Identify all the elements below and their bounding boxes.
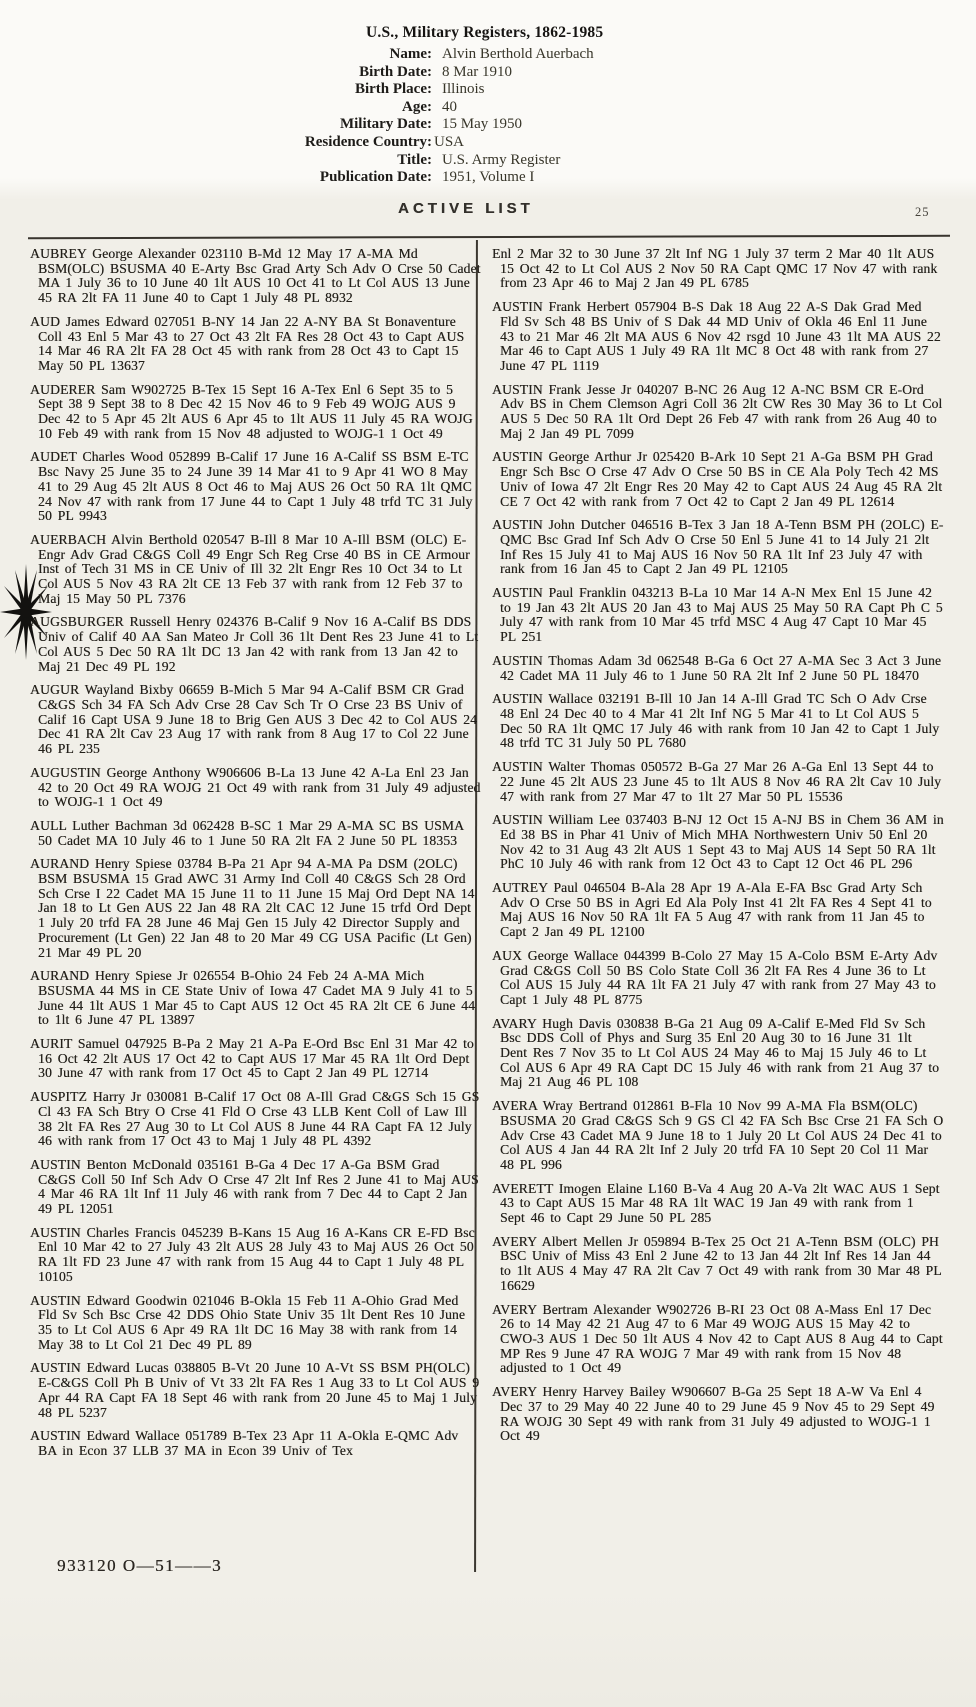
meta-row-age bbox=[0, 99, 976, 117]
register-entry: Enl 2 Mar 32 to 30 June 37 2lt Inf NG 1 July 37 term 2 Mar 40 1lt AUS 15 Oct 42 to Lt Col AUS 2 Nov 50 RA Capt QMC 17 Nov 47 with rank from 23 Apr 46 to Maj 2 Jan 49 PL 6785 bbox=[492, 247, 938, 291]
meta-value: 1951, Volume I bbox=[442, 169, 535, 186]
register-column-right bbox=[492, 247, 944, 1567]
register-entry: AUSTIN Edward Lucas 038805 B-Vt 20 June 10 A-Vt SS BSM PH(OLC) E-C&GS Coll Ph B Univ of Vt 33 2lt FA Res 1 Aug 33 to Lt Col AUS 9 Apr 44 RA Capt FA 18 Sept 46 with rank from 20 June 45 to Maj 1 July 48 PL 5237 bbox=[30, 1360, 480, 1420]
register-entry: AUSTIN Frank Jesse Jr 040207 B-NC 26 Aug 12 A-NC BSM CR E-Ord Adv BS in Chem Clemson Agri Coll 36 2lt CW Res 30 May 36 to Lt Col AUS 5 Dec 50 RA 1lt Ord Dept 26 Feb 47 with rank from 26 Aug 40 to Maj 2 Jan 49 PL 7099 bbox=[492, 381, 943, 441]
register-entry: AUDERER Sam W902725 B-Tex 15 Sept 16 A-Tex Enl 6 Sept 35 to 5 Sept 38 9 Sept 38 to 8 Dec 42 15 Nov 46 to 9 Feb 49 WOJG AUS 9 Dec 42 to 5 Apr 45 2lt AUS 6 Apr 45 to 1lt AUS 11 July 45 RA WOJG 10 Feb 49 with rank from 15 Nov 48 adjusted to WOJG-1 1 Oct 49 bbox=[30, 381, 473, 441]
register-entry: AUSPITZ Harry Jr 030081 B-Calif 17 Oct 08 A-Ill Grad C&GS Sch 15 GS Cl 43 FA Sch Btry O Crse 41 Fld O Crse 43 LLB Kent Coll of Law Ill 38 2lt FA Res 27 Aug 30 to Lt Col AUS 8 June 44 RA Capt FA 12 July 46 with rank from 17 Oct 43 to Maj 1 July 48 PL 4392 bbox=[30, 1089, 480, 1149]
register-entry: AUSTIN John Dutcher 046516 B-Tex 3 Jan 18 A-Tenn BSM PH (2OLC) E-QMC Bsc Grad Inf Sch Adv O Crse 50 Enl 5 June 41 to 14 July 21 2lt Inf Res 15 July 41 to Maj AUS 16 Nov 50 RA 1lt Inf 23 July 47 with rank from 16 Jan 45 to Capt 2 Jan 49 PL 12105 bbox=[492, 517, 944, 577]
register-entry: AUX George Wallace 044399 B-Colo 27 May 15 A-Colo BSM E-Arty Adv Grad C&GS Coll 50 BS Colo State Coll 36 2lt FA Res 4 June 36 to Lt Col AUS 15 July 44 RA 1lt FA 21 July 47 with rank from 27 May 43 to Capt 1 July 48 PL 8775 bbox=[492, 947, 938, 1007]
top-rule-line bbox=[28, 235, 950, 239]
register-entry: AUD James Edward 027051 B-NY 14 Jan 22 A-NY BA St Bonaventure Coll 43 Enl 5 Mar 43 to 27 Oct 43 2lt FA Res 28 Oct 43 to Capt AUS 14 Mar 46 RA 2lt FA 28 Oct 45 with rank from 28 Oct 43 to Capt 15 May 50 PL 13637 bbox=[30, 313, 465, 373]
register-entry: AUBREY George Alexander 023110 B-Md 12 May 17 A-MA Md BSM(OLC) BSUSMA 40 E-Arty Bsc Grad Arty Sch Adv O Crse 50 Cadet MA 1 July 36 to 10 June 40 1lt AUS 10 Oct 41 to Lt Col AUS 13 June 45 RA 2lt FA 11 June 40 to Capt 1 July 48 PL 8932 bbox=[30, 247, 481, 306]
register-entry: AUTREY Paul 046504 B-Ala 28 Apr 19 A-Ala E-FA Bsc Grad Arty Sch Adv O Crse 50 BS in Agri Ed Ala Poly Inst 41 2lt FA Res 4 Sept 41 to Maj AUS 16 Nov 50 RA 1lt FA 5 Aug 47 with rank from 11 Jan 45 to Capt 2 Jan 49 PL 12100 bbox=[492, 880, 932, 940]
register-entry: AUSTIN Edward Wallace 051789 B-Tex 23 Apr 11 A-Okla E-QMC Adv BA in Econ 37 LLB 37 MA in Econ 39 Univ of Tex bbox=[30, 1428, 459, 1458]
register-entry: AUGSBURGER Russell Henry 024376 B-Calif 9 Nov 16 A-Calif BS DDS Univ of Calif 40 AA San Mateo Jr Coll 36 1lt Dent Res 23 June 41 to Lt Col AUS 5 Dec 50 RA 1lt DC 13 Jan 42 with rank from 13 Jan 42 to Maj 21 Dec 49 PL 192 bbox=[30, 614, 479, 674]
register-entry: AUSTIN Walter Thomas 050572 B-Ga 27 Mar 26 A-Ga Enl 13 Sept 44 to 22 June 45 2lt AUS 23 June 45 to 1lt AUS 8 Nov 46 RA 2lt Cav 10 July 47 with rank from 27 Mar 47 to 1lt 27 Mar 50 PL 15536 bbox=[492, 759, 942, 804]
register-entry: AVERY Albert Mellen Jr 059894 B-Tex 25 Oct 21 A-Tenn BSM (OLC) PH BSC Univ of Miss 43 Enl 2 June 42 to 13 Jan 44 2lt Inf Res 14 Jan 44 to 1lt AUS 4 May 47 RA 2lt Cav 7 Oct 49 with rank from 30 Mar 48 PL 16629 bbox=[492, 1233, 942, 1293]
register-entry: AURAND Henry Spiese Jr 026554 B-Ohio 24 Feb 24 A-MA Mich BSUSMA 44 MS in CE State Univ of Iowa 47 Cadet MA 9 July 41 to 5 June 44 1lt AUS 1 Mar 45 to Capt AUS 12 Oct 45 RA 2lt CE 6 June 44 to 1lt 6 June 47 PL 13897 bbox=[30, 968, 476, 1028]
register-entry: AUSTIN William Lee 037403 B-NJ 12 Oct 15 A-NJ BS in Chem 36 AM in Ed 38 BS in Phar 41 Univ of Mich MHA Northwestern Univ 50 Enl 20 Nov 42 to 31 Aug 43 2lt AUS 1 Sept 43 to Maj AUS 14 Sept 50 RA 1lt PhC 10 July 46 with rank from 12 Oct 43 to Capt 12 Oct 46 PL 296 bbox=[492, 812, 944, 872]
meta-label: Name: bbox=[389, 46, 432, 62]
meta-row-military-date bbox=[0, 116, 976, 134]
register-entry: AVERY Henry Harvey Bailey W906607 B-Ga 25 Sept 18 A-W Va Enl 4 Dec 37 to 29 May 40 22 June 40 to 29 June 45 9 Nov 45 to 29 Sept 49 RA WOJG 30 Sept 49 with rank from 31 July 49 adjusted to WOJG-1 1 Oct 49 bbox=[492, 1384, 935, 1444]
meta-label: Military Date: bbox=[339, 116, 432, 133]
active-list-heading: ACTIVE LIST bbox=[398, 200, 534, 217]
register-entry-highlighted: AUERBACH Alvin Berthold 020547 B-Ill 8 Mar 10 A-Ill BSM (OLC) E-Engr Adv Grad C&GS Coll 49 Engr Sch Reg Crse 40 BS in CE Armour Inst of Tech 31 MS in CE Univ of Ill 32 2lt Engr Res 10 Oct 34 to Lt Col AUS 5 Nov 43 RA 2lt CE 13 Feb 37 with rank from 12 Feb 37 to Maj 15 May 50 PL 7376 bbox=[30, 531, 470, 606]
register-entry: AVARY Hugh Davis 030838 B-Ga 21 Aug 09 A-Calif E-Med Fld Sv Sch Bsc DDS Coll of Phys and Surg 35 Enl 20 Aug 30 to 16 June 31 1lt Dent Res 7 Nov 35 to Lt Col AUS 24 May 46 to Maj 15 July 46 to Lt Col AUS 6 Apr 49 RA Capt DC 15 July 46 with rank from 21 Aug 37 to Maj 21 Aug 46 PL 108 bbox=[492, 1015, 940, 1090]
register-entry: AUGUSTIN George Anthony W906606 B-La 13 June 42 A-La Enl 23 Jan 42 to 20 Oct 49 RA WOJG 21 Oct 49 with rank from 31 July 49 adjusted to WOJG-1 1 Oct 49 bbox=[30, 764, 481, 810]
meta-row-birth-date bbox=[0, 64, 976, 82]
record-header bbox=[0, 24, 976, 187]
meta-row-publication-date bbox=[0, 169, 976, 187]
meta-row-residence-country bbox=[0, 134, 976, 152]
meta-value: Illinois bbox=[442, 81, 485, 98]
register-entry: AUSTIN Charles Francis 045239 B-Kans 15 Aug 16 A-Kans CR E-FD Bsc Enl 10 Mar 42 to 27 July 43 2lt AUS 28 July 43 to Maj AUS 26 Oct 50 RA 1lt FD 23 June 47 with rank from 15 Aug 44 to Capt 1 July 48 PL 10105 bbox=[30, 1224, 475, 1284]
meta-label: Residence Country: bbox=[304, 133, 432, 150]
meta-value: Alvin Berthold Auerbach bbox=[442, 46, 594, 62]
register-entry: AUGUR Wayland Bixby 06659 B-Mich 5 Mar 94 A-Calif BSM CR Grad C&GS Sch 34 FA Sch Adv Crse 28 Cav Sch Tr O Crse 23 BS Univ of Calif 16 Capt USA 9 June 18 to Brig Gen AUS 3 Dec 42 to Col AUS 24 Dec 41 RA 2lt Cav 23 Aug 17 with rank from 8 Aug 17 to Col 22 June 46 PL 235 bbox=[30, 682, 478, 757]
register-entry: AURIT Samuel 047925 B-Pa 2 May 21 A-Pa E-Ord Bsc Enl 31 Mar 42 to 16 Oct 42 2lt AUS 17 Oct 42 to Capt AUS 17 Mar 45 RA 1lt Ord Dept 30 June 47 with rank from 17 Oct 45 to Capt 2 Jan 49 PL 12714 bbox=[30, 1036, 474, 1081]
register-entry: AUSTIN Thomas Adam 3d 062548 B-Ga 6 Oct 27 A-MA Sec 3 Act 3 June 42 Cadet MA 11 July 46 to 1 June 50 RA 2lt Inf 2 June 50 PL 18470 bbox=[492, 652, 942, 683]
page-number: 25 bbox=[915, 205, 930, 219]
register-entry: AUSTIN Paul Franklin 043213 B-La 10 Mar 14 A-N Mex Enl 15 June 42 to 19 Jan 43 2lt AUS 20 Jan 43 to Maj AUS 25 May 50 RA Capt Ph C 5 July 47 with rank from 10 Mar 45 trfd MSC 4 Aug 47 Capt 10 Mar 45 PL 251 bbox=[492, 585, 943, 645]
meta-label: Title: bbox=[397, 151, 432, 168]
meta-label: Age: bbox=[402, 98, 432, 115]
register-entry: AVERETT Imogen Elaine L160 B-Va 4 Aug 20 A-Va 2lt WAC AUS 1 Sept 43 to Capt AUS 15 Mar 48 RA 1lt WAC 19 Jan 49 with rank from 1 Sept 46 to Capt 29 June 50 PL 285 bbox=[492, 1180, 940, 1226]
register-entry: AURAND Henry Spiese 03784 B-Pa 21 Apr 94 A-MA Pa DSM (2OLC) BSM BSUSMA 15 Grad AWC 31 Army Ind Coll 40 C&GS Sch 28 Ord Sch Crse I 22 Cadet MA 15 June 11 to 11 June 15 Maj Ord Dept NA 14 Jan 18 to Lt Gen AUS 22 Jan 48 RA 2lt CAC 12 June 15 trfd Ord Dept 1 July 20 trfd FA 28 June 46 Maj Gen 15 July 42 Director Supply and Procurement (Lt Gen) 22 Jan 48 to 20 Mar 49 CG USA Pacific (Lt Gen) 21 Mar 49 PL 20 bbox=[30, 856, 475, 960]
meta-value: 8 Mar 1910 bbox=[442, 63, 512, 80]
register-entry: AVERY Bertram Alexander W902726 B-RI 23 Oct 08 A-Mass Enl 17 Dec 26 to 14 May 42 21 Aug 47 to 6 Mar 49 WOJG AUS 15 May 42 to CWO-3 AUS 1 Dec 50 1lt AUS 4 Nov 42 to Capt AUS 8 Aug 44 to Capt MP Res 9 June 47 RA WOJG 7 Mar 49 with rank from 15 Nov 48 adjusted to 1 Oct 49 bbox=[492, 1301, 943, 1376]
register-entry: AULL Luther Bachman 3d 062428 B-SC 1 Mar 29 A-MA SC BS USMA 50 Cadet MA 10 July 46 to 1 June 50 RA 2lt FA 2 June 50 PL 18353 bbox=[30, 817, 464, 848]
meta-value: 40 bbox=[442, 98, 457, 115]
meta-label: Birth Place: bbox=[354, 81, 432, 98]
meta-label: Birth Date: bbox=[359, 63, 432, 80]
register-entry: AUSTIN Benton McDonald 035161 B-Ga 4 Dec 17 A-Ga BSM Grad C&GS Coll 50 Inf Sch Adv O Crse 47 2lt Inf Res 2 June 41 to Maj AUS 4 Mar 46 RA 1lt Inf 11 July 46 with rank from 7 Dec 44 to Capt 2 Jan 49 PL 12051 bbox=[30, 1156, 479, 1217]
meta-row-name bbox=[0, 46, 976, 64]
collection-title: U.S., Military Registers, 1862-1985 bbox=[366, 24, 604, 41]
register-entry: AUSTIN Wallace 032191 B-Ill 10 Jan 14 A-Ill Grad TC Sch O Adv Crse 48 Enl 24 Dec 40 to 4 Mar 41 2lt Inf NG 5 Mar 41 to Lt Col AUS 5 Dec 50 RA 1lt QMC 17 July 46 with rank from 10 Jan 42 to Capt 1 July 48 trfd TC 31 July 50 PL 7680 bbox=[492, 691, 940, 751]
meta-row-title bbox=[0, 152, 976, 170]
meta-row-birth-place bbox=[0, 81, 976, 99]
meta-value: 15 May 1950 bbox=[442, 116, 522, 133]
register-entry: AUSTIN Frank Herbert 057904 B-S Dak 18 Aug 22 A-S Dak Grad Med Fld Sv Sch 48 BS Univ of S Dak 44 MD Univ of Okla 46 Enl 11 June 43 to 21 Mar 46 2lt MA AUS 6 Nov 42 rsgd 10 June 43 1lt MA AUS 22 Mar 46 to Capt AUS 1 July 49 RA 1lt MC 8 Oct 48 with rank from 27 June 47 PL 1119 bbox=[492, 299, 941, 373]
meta-label: Publication Date: bbox=[319, 169, 432, 186]
register-entry: AUSTIN George Arthur Jr 025420 B-Ark 10 Sept 21 A-Ga BSM PH Grad Engr Sch Bsc O Crse 47 Adv O Crse 50 BS in CE Ala Poly Tech 42 MS Univ of Iowa 47 2lt Engr Res 20 May 42 to Capt AUS 24 Aug 45 RA 2lt CE 7 Oct 42 with rank from 7 Oct 42 to Capt 2 Jan 49 PL 12614 bbox=[492, 449, 943, 509]
meta-value: USA bbox=[434, 133, 465, 150]
printer-imprint: 933120 O—51——3 bbox=[57, 1556, 223, 1575]
meta-value: U.S. Army Register bbox=[442, 151, 561, 168]
register-column-left bbox=[30, 247, 482, 1567]
register-entry: AVERA Wray Bertrand 012861 B-Fla 10 Nov 99 A-MA Fla BSM(OLC) BSUSMA 20 Grad C&GS Sch 9 GS Cl 42 FA Sch Bsc Crse 21 FA Sch O Adv Crse 43 Cadet MA 9 June 18 to 1 July 20 Lt Col AUS 24 Dec 41 to Col AUS 4 Jan 44 RA 2lt Inf 2 July 20 trfd FA 10 Sept 20 Col 11 Mar 48 PL 996 bbox=[492, 1098, 944, 1172]
register-entry: AUDET Charles Wood 052899 B-Calif 17 June 16 A-Calif SS BSM E-TC Bsc Navy 25 June 35 to 24 June 39 14 Mar 41 to 9 Apr 41 WO 8 May 41 to 29 Aug 45 2lt AUS 8 Oct 46 to Maj AUS 26 Oct 50 RA 1lt QMC 24 Nov 47 with rank from 17 June 44 to Capt 1 July 48 trfd TC 31 July 50 PL 9943 bbox=[30, 449, 473, 524]
register-entry: AUSTIN Edward Goodwin 021046 B-Okla 15 Feb 11 A-Ohio Grad Med Fld Sv Sch Bsc Crse 42 DDS Ohio State Univ 35 1lt Dent Res 10 June 35 to Lt Col AUS 6 Apr 49 RA 1lt DC 16 May 38 with rank from 14 May 38 to Lt Col 21 Dec 49 PL 89 bbox=[30, 1292, 466, 1352]
